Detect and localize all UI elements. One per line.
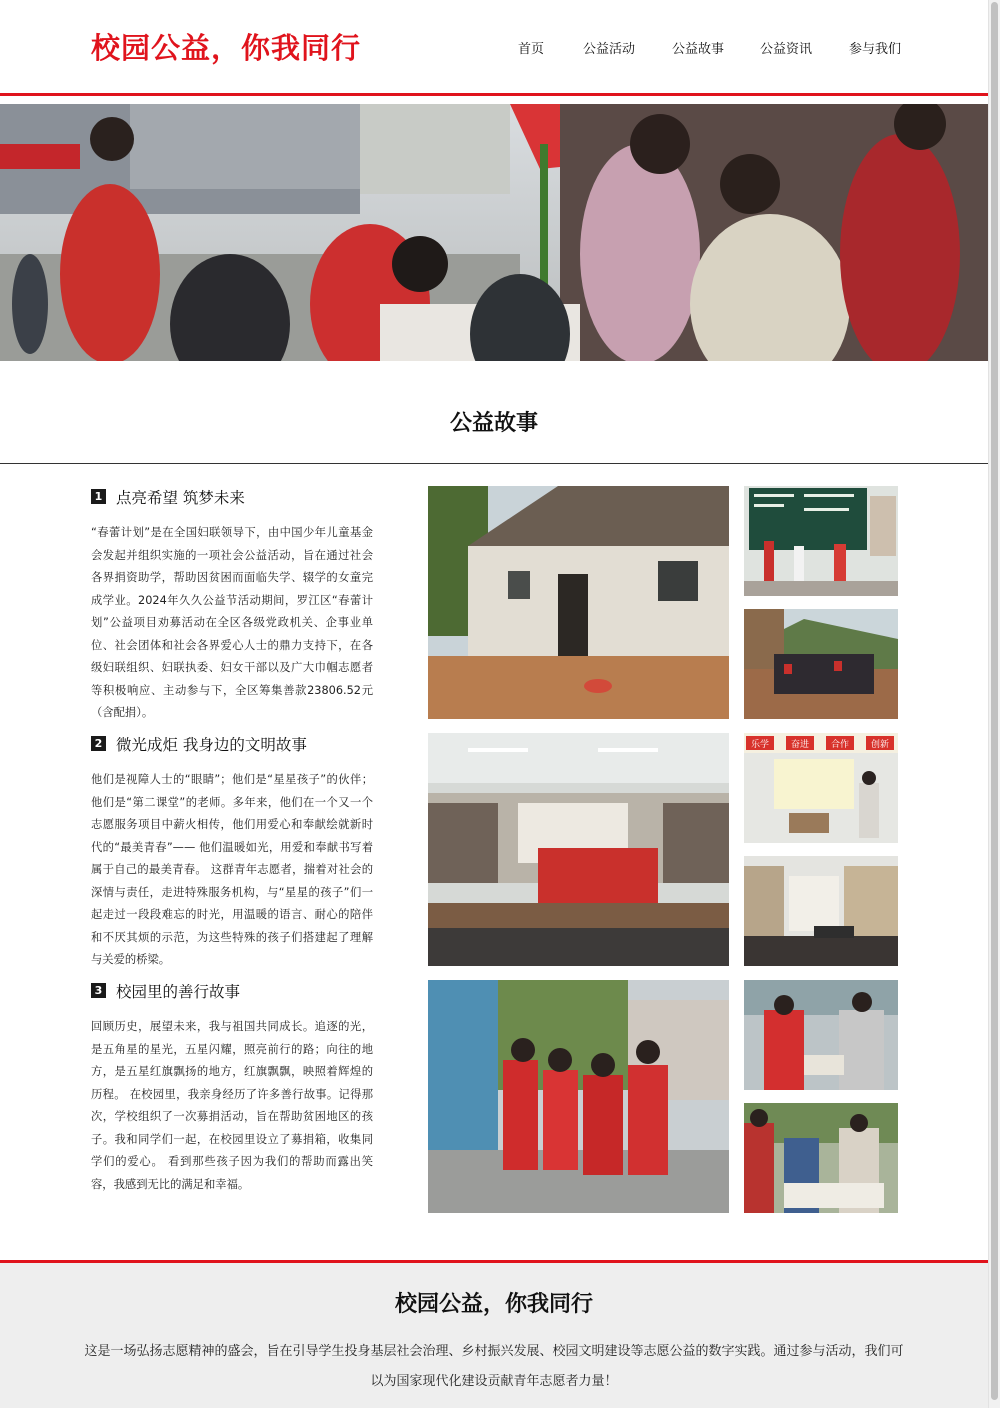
story-1-main-photo[interactable] [428,486,729,719]
section-divider [0,463,988,464]
nav-join[interactable]: 参与我们 [849,42,902,57]
story-1-photo-classroom[interactable] [744,486,898,596]
story-3-photo-volunteers[interactable] [744,980,898,1090]
nav-stories[interactable]: 公益故事 [672,42,725,57]
footer-description: 这是一场弘扬志愿精神的盛会，旨在引导学生投身基层社会治理、乡村振兴发展、校园文明建设等志愿公益的数字实践。通过参与活动，我们可以为国家现代化建设贡献青年志愿者力量！ [84,1344,904,1389]
scrollbar-thumb[interactable] [991,2,998,1400]
banner-char: 合作 [830,740,850,750]
story-3 [91,980,373,1196]
banner-char: 创新 [870,740,890,750]
story-2-photo-teaching[interactable] [744,733,898,843]
story-title[interactable]: 微光成炬 我身边的文明故事 [116,736,307,754]
story-3-main-photo[interactable] [428,980,729,1213]
story-2-main-photo[interactable] [428,733,729,966]
story-title[interactable]: 校园里的善行故事 [116,983,241,1001]
story-2 [91,733,373,972]
site-header [0,0,988,92]
banner-char: 奋进 [790,740,810,750]
nav-news[interactable]: 公益资讯 [760,42,813,57]
footer-title: 校园公益，你我同行 [394,1292,593,1317]
story-number-badge: 3 [91,983,106,998]
story-number-badge: 2 [91,736,106,751]
hero-banner-photo [0,104,988,361]
story-body: 回顾历史，展望未来，我与祖国共同成长。追逐的光，是五角星的星光，五星闪耀，照亮前行的路；向往的地方，是五星红旗飘扬的地方，红旗飘飘，映照着辉煌的历程。 在校园里，我亲身经历了许多善行故事。记得那次，学校组织了一次募捐活动，旨在帮助贫困地区的孩子。我和同学们一起，在校园里设立了募捐箱，收集同学们的爱心。 看到那些孩子因为我们的帮助而露出笑容，我感到无比的满足和幸福。 [91,1020,373,1191]
story-title[interactable]: 点亮希望 筑梦未来 [116,489,245,507]
page-scrollbar[interactable] [988,0,1000,1408]
story-3-photo-booth[interactable] [744,1103,898,1213]
story-1-photo-group[interactable] [744,609,898,719]
story-number-badge: 1 [91,489,106,504]
site-footer [0,1263,988,1408]
nav-home[interactable]: 首页 [518,42,545,57]
banner-char: 乐学 [750,740,770,750]
story-body: 他们是视障人士的“眼睛”；他们是“星星孩子”的伙伴；他们是“第二课堂”的老师。多年来，他们在一个又一个志愿服务项目中薪火相传，他们用爱心和奉献绘就新时代的“最美青春”—— 他们温暖如光，用爱和奉献书写着属于自己的最美青春。 这群青年志愿者，揣着对社会的深情与责任，走进特殊服务机构，与“星星的孩子”们一起走过一段段难忘的时光，用温暖的语言、耐心的陪伴和不厌其烦的示范，为这些特殊的孩子们搭建起了理解与关爱的桥梁。 [91,773,373,966]
story-body: “春蕾计划”是在全国妇联领导下，由中国少年儿童基金会发起并组织实施的一项社会公益活动，旨在通过社会各界捐资助学，帮助因贫困而面临失学、辍学的女童完成学业。2024年久久公益节活动期间，罗江区“春蕾计划”公益项目劝募活动在全区各级党政机关、企事业单位、社会团体和社会各界爱心人士的鼎力支持下，在各级妇联组织、妇联执委、妇女干部以及广大巾帼志愿者等积极响应、主动参与下，全区筹集善款23806.52元（含配捐）。 [91,526,373,719]
header-divider [0,93,988,96]
story-2-photo-library[interactable] [744,856,898,966]
stories-section-title: 公益故事 [449,411,538,436]
story-1 [91,486,373,725]
site-title: 校园公益，你我同行 [91,31,362,65]
nav-activities[interactable]: 公益活动 [583,42,636,57]
